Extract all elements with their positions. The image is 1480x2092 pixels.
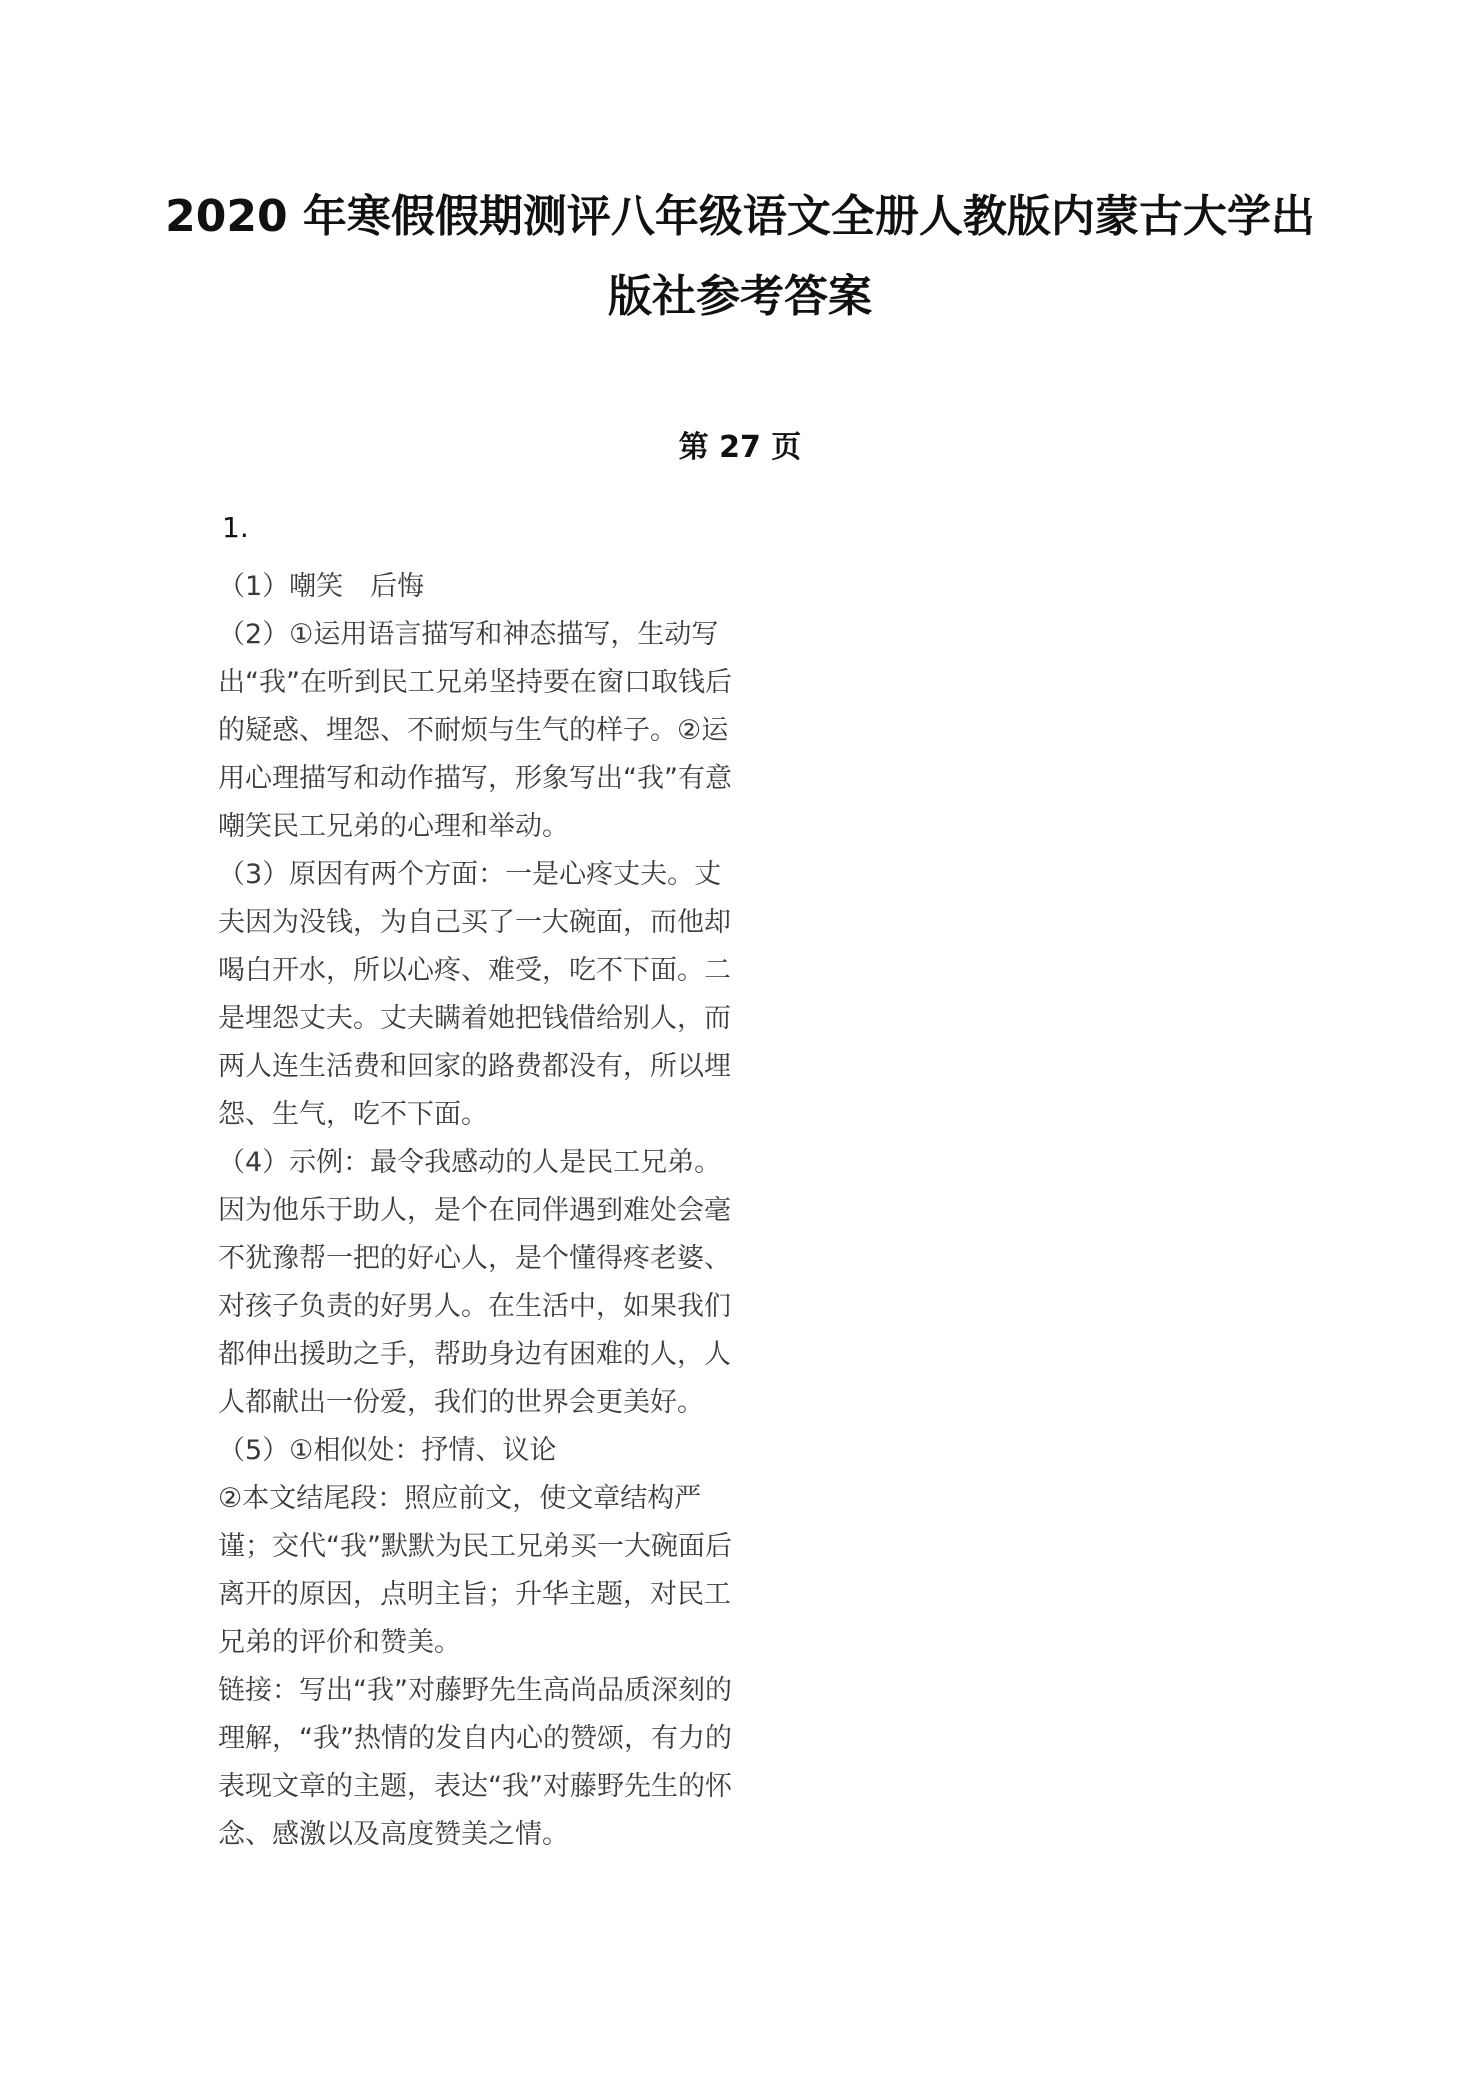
- question-number: 1.: [222, 511, 249, 544]
- answer-line: 出“我”在听到民工兄弟坚持要在窗口取钱后: [218, 667, 732, 698]
- answer-line: 喝白开水，所以心疼、难受，吃不下面。二: [218, 955, 731, 986]
- answer-line: 的疑惑、埋怨、不耐烦与生气的样子。②运: [218, 715, 729, 746]
- answer-line: 因为他乐于助人，是个在同伴遇到难处会毫: [218, 1195, 731, 1226]
- answer-line: 是埋怨丈夫。丈夫瞒着她把钱借给别人，而: [218, 1003, 731, 1034]
- answer-line: 理解，“我”热情的发自内心的赞颂，有力的: [218, 1723, 732, 1754]
- answer-line: 链接：写出“我”对藤野先生高尚品质深刻的: [218, 1675, 732, 1706]
- page-label: 第 27 页: [678, 430, 802, 465]
- answer-line: 两人连生活费和回家的路费都没有，所以埋: [218, 1051, 731, 1082]
- answer-line: 用心理描写和动作描写，形象写出“我”有意: [218, 763, 732, 794]
- answer-block: [218, 563, 818, 1859]
- answer-line: 人都献出一份爱，我们的世界会更美好。: [218, 1387, 704, 1418]
- document-title-line-2: 版社参考答案: [608, 271, 872, 322]
- answer-line: （4）示例：最令我感动的人是民工兄弟。: [218, 1147, 722, 1178]
- answer-line: ②本文结尾段：照应前文，使文章结构严: [218, 1483, 702, 1514]
- answer-line: 都伸出援助之手，帮助身边有困难的人，人: [218, 1339, 731, 1370]
- document-title-line-1: 2020 年寒假假期测评八年级语文全册人教版内蒙古大学出: [165, 191, 1315, 242]
- answer-line: 离开的原因，点明主旨；升华主题，对民工: [218, 1579, 731, 1610]
- answer-line: 表现文章的主题，表达“我”对藤野先生的怀: [218, 1771, 732, 1802]
- answer-line: 怨、生气，吃不下面。: [218, 1099, 488, 1130]
- answer-line: 不犹豫帮一把的好心人，是个懂得疼老婆、: [218, 1243, 731, 1274]
- answer-line: （1）嘲笑 后悔: [218, 571, 425, 602]
- answer-line: （2）①运用语言描写和神态描写，生动写: [218, 619, 719, 650]
- answer-line: 兄弟的评价和赞美。: [218, 1627, 461, 1658]
- answer-line: （5）①相似处：抒情、议论: [218, 1435, 557, 1466]
- answer-line: 对孩子负责的好男人。在生活中，如果我们: [218, 1291, 731, 1322]
- answer-line: 嘲笑民工兄弟的心理和举动。: [218, 811, 569, 842]
- answer-line: 夫因为没钱，为自己买了一大碗面，而他却: [218, 907, 731, 938]
- answer-line: （3）原因有两个方面：一是心疼丈夫。丈: [218, 859, 722, 890]
- answer-line: 谨；交代“我”默默为民工兄弟买一大碗面后: [218, 1531, 732, 1562]
- answer-line: 念、感激以及高度赞美之情。: [218, 1819, 569, 1850]
